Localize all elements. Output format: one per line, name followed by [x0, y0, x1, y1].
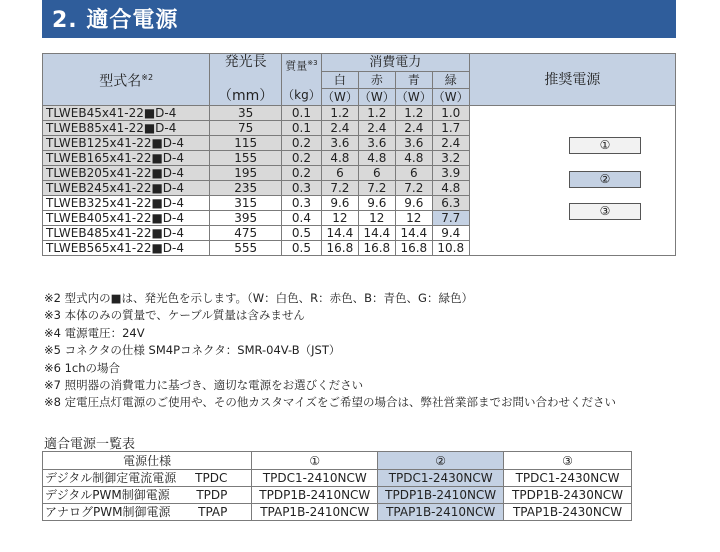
recommended-mark-1: ① — [569, 137, 641, 154]
row-model: TLWEB205x41-22■D-4 — [43, 166, 210, 181]
header-unit-white: （W） — [321, 90, 358, 105]
psu-c2: TPAP1B-2410NCW — [378, 504, 504, 521]
row-model: TLWEB45x41-22■D-4 — [43, 106, 210, 121]
row-length: 155 — [210, 151, 282, 166]
header-length: 発光長 （mm） — [210, 54, 282, 106]
row-length: 75 — [210, 121, 282, 136]
row-mass: 0.1 — [281, 106, 321, 121]
row-red: 14.4 — [358, 226, 395, 241]
psu-c3: TPAP1B-2430NCW — [504, 504, 632, 521]
header-unit-red: （W） — [358, 90, 395, 105]
row-length: 235 — [210, 181, 282, 196]
row-red: 6 — [358, 166, 395, 181]
row-green: 10.8 — [432, 241, 469, 256]
header-mass: 質量$^{※3}$ （kg） — [281, 54, 321, 106]
header-unit-green: （W） — [432, 90, 469, 105]
row-blue: 7.2 — [395, 181, 432, 196]
note-3: ※3 本体のみの質量で、ケーブル質量は含みません — [44, 308, 305, 323]
psu-header-1: ① — [252, 452, 378, 470]
row-mass: 0.4 — [281, 211, 321, 226]
row-red: 1.2 — [358, 106, 395, 121]
row-mass: 0.2 — [281, 136, 321, 151]
row-green: 3.2 — [432, 151, 469, 166]
row-model: TLWEB565x41-22■D-4 — [43, 241, 210, 256]
row-mass: 0.5 — [281, 226, 321, 241]
row-blue: 4.8 — [395, 151, 432, 166]
row-green: 1.7 — [432, 121, 469, 136]
row-white: 14.4 — [321, 226, 358, 241]
row-blue: 9.6 — [395, 196, 432, 211]
row-model: TLWEB125x41-22■D-4 — [43, 136, 210, 151]
row-model: TLWEB405x41-22■D-4 — [43, 211, 210, 226]
row-model: TLWEB325x41-22■D-4 — [43, 196, 210, 211]
row-length: 35 — [210, 106, 282, 121]
row-green: 6.3 — [432, 196, 469, 211]
row-white: 4.8 — [321, 151, 358, 166]
row-mass: 0.2 — [281, 151, 321, 166]
psu-c1: TPDC1-2410NCW — [252, 470, 378, 487]
psu-header-row — [43, 452, 632, 470]
header-white: 白 — [321, 72, 358, 89]
row-white: 6 — [321, 166, 358, 181]
row-mass: 0.2 — [281, 166, 321, 181]
note-6: ※6 1chの場合 — [44, 360, 121, 375]
table-row — [43, 504, 632, 521]
row-red: 12 — [358, 211, 395, 226]
row-length: 115 — [210, 136, 282, 151]
row-white: 12 — [321, 211, 358, 226]
header-model: 型式名$^{※2}$ — [43, 54, 210, 106]
psu-header-2: ② — [378, 452, 504, 470]
row-length: 395 — [210, 211, 282, 226]
psu-c3: TPDP1B-2430NCW — [504, 487, 632, 504]
row-red: 9.6 — [358, 196, 395, 211]
row-green: 7.7 — [432, 211, 469, 226]
row-length: 555 — [210, 241, 282, 256]
row-white: 1.2 — [321, 106, 358, 121]
psu-name: アナログPWM制御電源 TPAP — [43, 504, 252, 521]
row-blue: 2.4 — [395, 121, 432, 136]
header-green: 緑 — [432, 72, 469, 89]
row-blue: 16.8 — [395, 241, 432, 256]
row-model: TLWEB85x41-22■D-4 — [43, 121, 210, 136]
row-red: 16.8 — [358, 241, 395, 256]
recommended-mark-3: ③ — [569, 203, 641, 220]
psu-name: デジタルPWM制御電源 TPDP — [43, 487, 252, 504]
section-title: 2. 適合電源 — [52, 8, 179, 33]
row-red: 7.2 — [358, 181, 395, 196]
row-blue: 14.4 — [395, 226, 432, 241]
header-power: 消費電力 — [321, 54, 469, 72]
psu-c3: TPDC1-2430NCW — [504, 470, 632, 487]
table-row — [43, 470, 632, 487]
psu-table — [42, 451, 632, 521]
psu-c2: TPDP1B-2410NCW — [378, 487, 504, 504]
row-model: TLWEB485x41-22■D-4 — [43, 226, 210, 241]
row-white: 7.2 — [321, 181, 358, 196]
row-model: TLWEB245x41-22■D-4 — [43, 181, 210, 196]
row-green: 2.4 — [432, 136, 469, 151]
recommended-mark-2: ② — [569, 171, 641, 188]
note-5: ※5 コネクタの仕様 SM4Pコネクタ：SMR-04V-B（JST） — [44, 343, 341, 358]
row-length: 315 — [210, 196, 282, 211]
psu-name: デジタル制御定電流電源 TPDC — [43, 470, 252, 487]
row-mass: 0.1 — [281, 121, 321, 136]
row-mass: 0.3 — [281, 196, 321, 211]
psu-header-spec: 電源仕様 — [43, 452, 252, 470]
row-green: 3.9 — [432, 166, 469, 181]
header-blue: 青 — [395, 72, 432, 89]
psu-list-title: 適合電源一覧表 — [44, 437, 136, 452]
notes — [44, 290, 616, 412]
note-8: ※8 定電圧点灯電源のご使用や、その他カスタマイズをご希望の場合は、弊社営業部までお問い合わせください — [44, 395, 617, 410]
header-recommended: 推奨電源 — [469, 54, 675, 106]
psu-c1: TPAP1B-2410NCW — [252, 504, 378, 521]
row-length: 475 — [210, 226, 282, 241]
row-blue: 3.6 — [395, 136, 432, 151]
row-blue: 1.2 — [395, 106, 432, 121]
section-title-bar — [42, 0, 676, 38]
row-blue: 12 — [395, 211, 432, 226]
row-green: 4.8 — [432, 181, 469, 196]
row-red: 3.6 — [358, 136, 395, 151]
table-row — [43, 106, 676, 121]
row-white: 9.6 — [321, 196, 358, 211]
row-green: 9.4 — [432, 226, 469, 241]
row-white: 16.8 — [321, 241, 358, 256]
psu-c1: TPDP1B-2410NCW — [252, 487, 378, 504]
psu-header-3: ③ — [504, 452, 632, 470]
row-red: 4.8 — [358, 151, 395, 166]
table-row — [43, 487, 632, 504]
row-white: 2.4 — [321, 121, 358, 136]
psu-c2: TPDC1-2430NCW — [378, 470, 504, 487]
row-green: 1.0 — [432, 106, 469, 121]
row-red: 2.4 — [358, 121, 395, 136]
row-length: 195 — [210, 166, 282, 181]
note-4: ※4 電源電圧：24V — [44, 325, 145, 340]
row-blue: 6 — [395, 166, 432, 181]
note-2: ※2 型式内の■は、発光色を示します。（W：白色、R：赤色、B：青色、G：緑色） — [44, 291, 473, 305]
header-red: 赤 — [358, 72, 395, 89]
row-mass: 0.3 — [281, 181, 321, 196]
header-unit-blue: （W） — [395, 90, 432, 105]
row-mass: 0.5 — [281, 241, 321, 256]
note-7: ※7 照明器の消費電力に基づき、適切な電源をお選びください — [44, 378, 364, 393]
row-white: 3.6 — [321, 136, 358, 151]
row-model: TLWEB165x41-22■D-4 — [43, 151, 210, 166]
spec-table — [42, 53, 676, 256]
